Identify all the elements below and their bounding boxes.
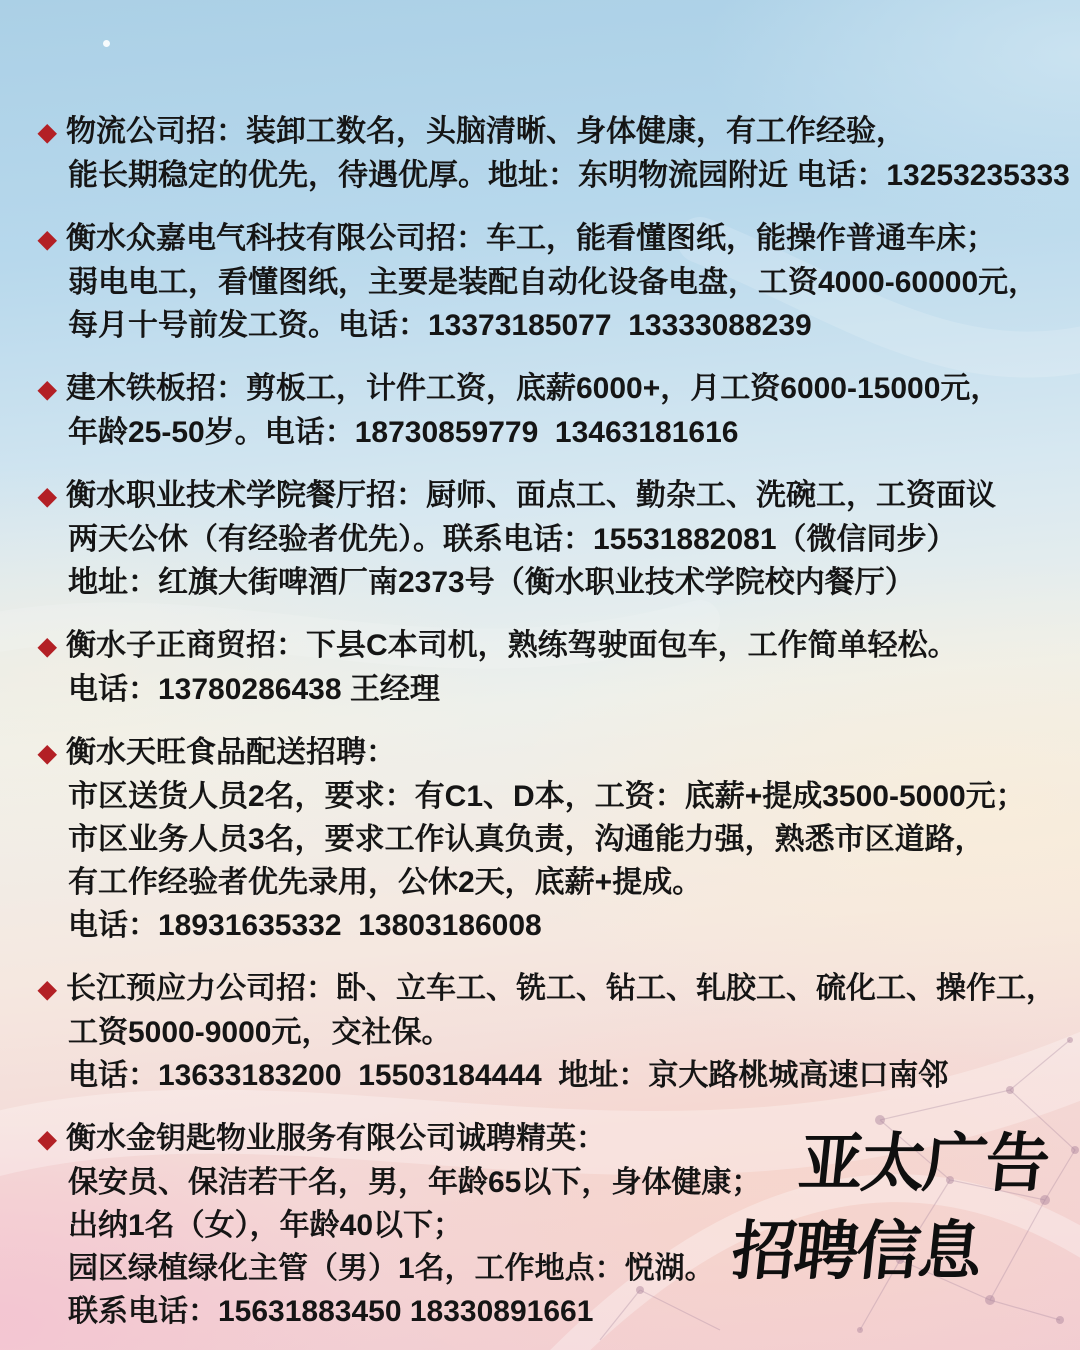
diamond-bullet-icon: ◆ [38,740,57,767]
job-line-text: 工资5000-9000元，交社保。 [68,1016,452,1049]
job-line-text: 长江预应力公司招：卧、立车工、铣工、钻工、轧胶工、硫化工、操作工， [66,972,1056,1005]
job-listing-zhongjia-electric [38,217,1058,347]
job-line-text: 园区绿植绿化主管（男）1名，工作地点：悦湖。 [68,1252,715,1285]
job-line-text: 弱电电工，看懂图纸，主要是装配自动化设备电盘，工资4000-60000元， [68,266,1039,299]
job-line-text: 衡水子正商贸招：下县C本司机，熟练驾驶面包车，工作简单轻松。 [66,629,958,662]
job-listing-jianmu-sheetmetal [38,367,1058,454]
job-line [38,731,1058,775]
job-listing-zizheng-trading [38,624,1058,711]
job-line-text: 衡水众嘉电气科技有限公司招：车工，能看懂图纸，能操作普通车床； [66,222,996,255]
job-line-text: 电话：13633183200 15503184444 地址：京大路桃城高速口南邻 [68,1059,949,1092]
job-line-text: 保安员、保洁若干名，男，年龄65以下，身体健康； [68,1166,762,1199]
diamond-bullet-icon: ◆ [38,483,57,510]
diamond-bullet-icon: ◆ [38,1126,57,1153]
job-line [38,110,1058,154]
diamond-bullet-icon: ◆ [38,976,57,1003]
job-line-text: 两天公休（有经验者优先）。联系电话：15531882081（微信同步） [68,523,957,556]
job-listing-changjiang-prestress [38,967,1058,1097]
job-line-text: 每月十号前发工资。电话：13373185077 13333088239 [68,309,812,342]
brand-tagline: 招聘信息 [728,1216,985,1287]
job-listing-logistics [38,110,1070,197]
job-line-text: 能长期稳定的优先，待遇优厚。地址：东明物流园附近 电话：13253235333 [68,159,1070,192]
job-line-text: 出纳1名（女），年龄40以下； [68,1209,464,1242]
diamond-bullet-icon: ◆ [38,633,57,660]
job-line-text: 衡水职业技术学院餐厅招：厨师、面点工、勤杂工、洗碗工，工资面议 [66,479,996,512]
job-line-text: 电话：18931635332 13803186008 [68,909,542,942]
job-line [38,967,1058,1011]
diamond-bullet-icon: ◆ [38,119,57,146]
job-line [38,217,1058,261]
diamond-bullet-icon: ◆ [38,226,57,253]
job-line-text: 物流公司招：装卸工数名，头脑清晰、身体健康，有工作经验， [66,115,906,148]
job-listing-college-canteen [38,474,1058,604]
job-listing-tianwang-food [38,731,1058,947]
job-line [38,474,1058,518]
diamond-bullet-icon: ◆ [38,376,57,403]
job-line-text: 年龄25-50岁。电话：18730859779 13463181616 [68,416,739,449]
white-dot-decoration [103,40,110,47]
job-line-text: 建木铁板招：剪板工，计件工资，底薪6000+，月工资6000-15000元， [66,372,1001,405]
job-line-text: 地址：红旗大街啤酒厂南2373号（衡水职业技术学院校内餐厅） [68,566,915,599]
job-line-text: 衡水金钥匙物业服务有限公司诚聘精英： [66,1122,606,1155]
job-line-text: 电话：13780286438 王经理 [68,673,440,706]
brand-name: 亚太广告 [795,1128,1052,1199]
job-line-text: 市区业务人员3名，要求工作认真负责，沟通能力强，熟悉市区道路， [68,823,985,856]
job-line-text: 联系电话：15631883450 18330891661 [68,1295,594,1328]
job-line [38,367,1058,411]
job-line-text: 有工作经验者优先录用，公休2天，底薪+提成。 [68,866,703,899]
job-line-text: 衡水天旺食品配送招聘： [66,736,396,769]
job-line [38,624,1058,668]
job-line-text: 市区送货人员2名，要求：有C1、D本，工资：底薪+提成3500-5000元； [68,780,1026,813]
